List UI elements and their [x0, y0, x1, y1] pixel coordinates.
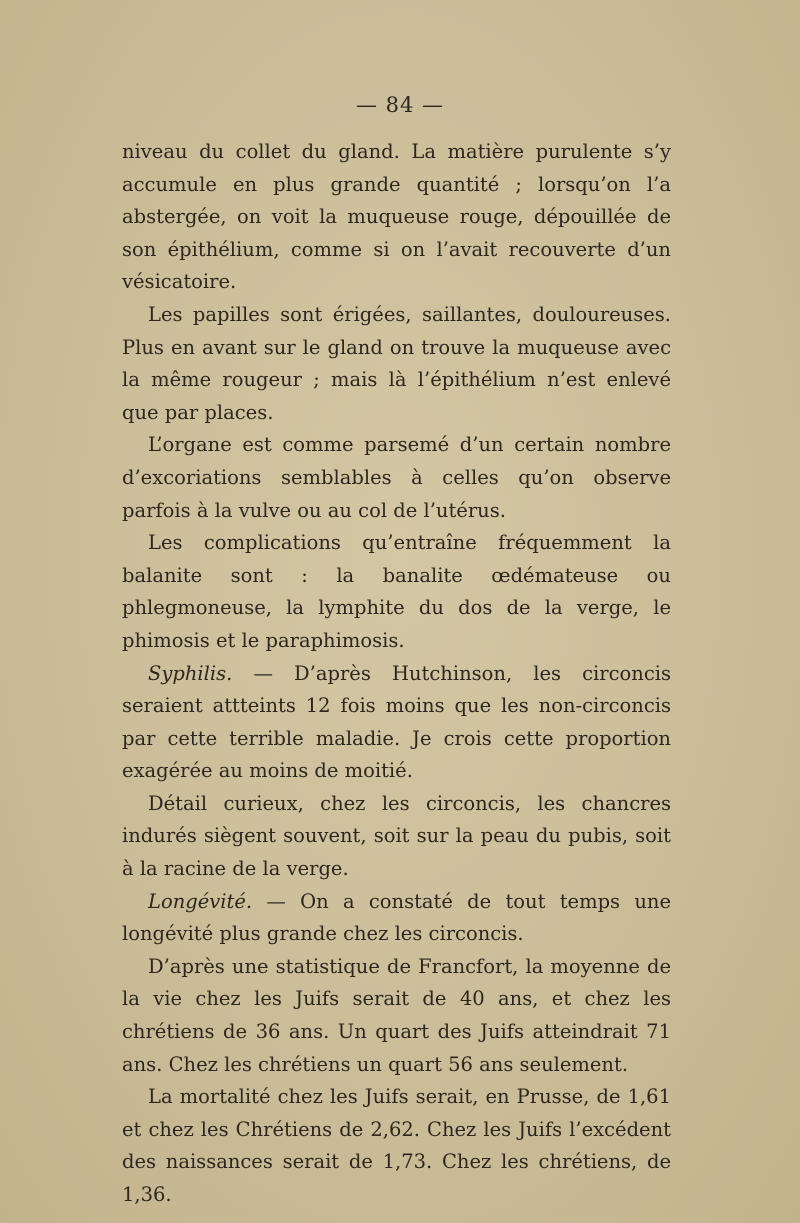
paragraph: niveau du collet du gland. La matière purulente s’y accumule en plus grande quantité ; lorsqu’on l’a abstergée, on voit la muqueuse rouge, dépouillée de son épithélium, comme si on l’avait recouverte d’un vésicatoire.	[122, 140, 671, 294]
paragraph-syphilis: Syphilis. — D’après Hutchinson, les circoncis seraient attteints 12 fois moins que les non-circoncis par cette terrible maladie. Je crois cette proportion exagérée au moins de moitié.	[122, 661, 671, 783]
body-text	[122, 136, 671, 1212]
paragraph: Les papilles sont érigées, saillantes, douloureuses. Plus en avant sur le gland on trouve la muqueuse avec la même rougeur ; mais là l’épithélium n’est enlevé que par places.	[122, 302, 671, 424]
paragraph: Les complications qu’entraîne fréquemment la balanite sont : la banalite œdémateuse ou phlegmoneuse, la lymphite du dos de la verge, le phimosis et le paraphimosis.	[122, 531, 671, 652]
section-heading: Longévité.	[148, 889, 253, 913]
page-number: — 84 —	[355, 93, 445, 117]
paragraph: La mortalité chez les Juifs serait, en Prusse, de 1,61 et chez les Chrétiens de 2,62. Chez les Juifs l’excédent des naissances serait de 1,73. Chez les chrétiens, de 1,36.	[122, 1085, 671, 1206]
paragraph: L’organe est comme parsemé d’un certain nombre d’excoriations semblables à celles qu’on observe parfois à la vulve ou au col de l’utérus.	[122, 433, 671, 522]
paragraph-longevite: Longévité. — On a constaté de tout temps une longévité plus grande chez les circoncis.	[122, 889, 671, 946]
section-heading: Syphilis.	[148, 661, 233, 685]
paragraph: D’après une statistique de Francfort, la moyenne de la vie chez les Juifs serait de 40 ans, et chez les chrétiens de 36 ans. Un quart des Juifs atteindrait 71 ans. Chez les chrétiens un quart 56 ans seulement.	[122, 954, 671, 1076]
paragraph: Détail curieux, chez les circoncis, les chancres indurés siègent souvent, soit sur la peau du pubis, soit à la racine de la verge.	[122, 791, 671, 881]
